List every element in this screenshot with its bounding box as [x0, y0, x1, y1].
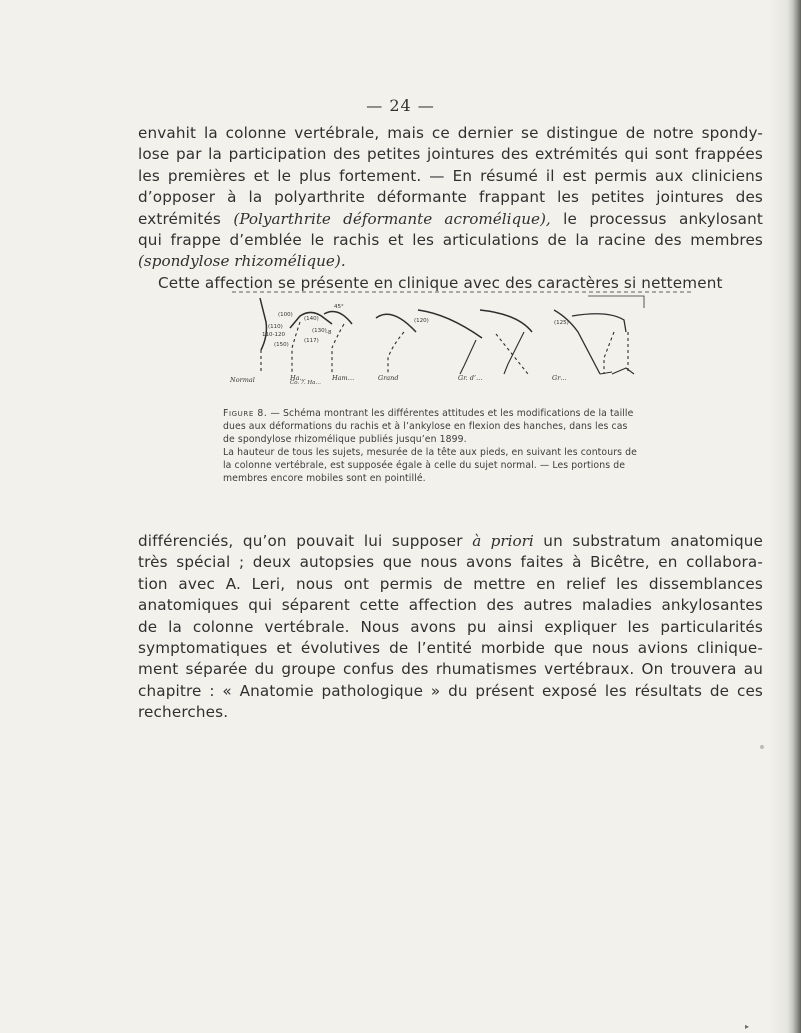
page-edge-shadow: [769, 0, 787, 1033]
paragraph-line: symptomatiques et évolutives de l’entité morbide que nous avions clinique-: [138, 639, 763, 658]
fig-label: Gr. d’…: [458, 374, 483, 382]
text-run: le processus ankylosant: [550, 209, 763, 228]
fig-annotation: 110-120: [262, 332, 285, 338]
caption-line: dues aux déformations du rachis et à l’ankylose en flexion des hanches, dans les cas: [223, 421, 628, 433]
fig-label: Ha…: [290, 374, 307, 382]
caption-line: membres encore mobiles sont en pointillé.: [223, 473, 426, 485]
paragraph-line: de la colonne vertébrale. Nous avons pu ainsi expliquer les particularités: [138, 617, 763, 636]
scan-mark: ▸: [744, 1022, 749, 1031]
fig-label-normal: Normal: [230, 376, 255, 384]
fig-annotation: 45°: [334, 304, 344, 310]
caption-line: La hauteur de tous les sujets, mesurée de la tête aux pieds, en suivant les contours de: [223, 447, 637, 459]
caption-line: la colonne vertébrale, est supposée égale à celle du sujet normal. — Les portions de: [223, 460, 626, 472]
paragraph-line: Cette affection se présente en clinique avec des caractères si nettement: [158, 273, 723, 292]
caption-line: [223, 407, 708, 420]
fig-label: Gr…: [552, 374, 567, 382]
paragraph-line: ment séparée du groupe confus des rhumatismes vertébraux. On trouvera au: [138, 660, 763, 679]
fig-annotation: (150): [274, 342, 289, 348]
fig-annotation: (140): [304, 316, 319, 322]
caption-line: de spondylose rhizomélique publiés jusqu’en 1899.: [223, 434, 467, 446]
caption-text: — Schéma montrant les différentes attitudes et les modifications de la taille: [267, 408, 634, 419]
paragraph-line: d’opposer à la polyarthrite déformante frappant les petites jointures des: [138, 188, 763, 207]
paper-speck: [760, 745, 764, 749]
figure-label: Figure 8.: [223, 408, 268, 419]
paragraph-line: [138, 251, 763, 272]
paragraph-line: très spécial ; deux autopsies que nous avons faites à Bicêtre, en collabora-: [138, 553, 763, 572]
figure-caption: [223, 407, 708, 486]
text-run: extrémités: [138, 209, 234, 228]
paragraph-line: lose par la participation des petites jointures des extrémités qui sont frappées: [138, 145, 763, 164]
fig-label: Ham…: [332, 374, 355, 382]
page-edge: [787, 0, 801, 1033]
page-number: — 24 —: [366, 96, 435, 115]
fig-annotation: (130): [312, 328, 327, 334]
text-run: différenciés, qu’on pouvait lui supposer: [138, 532, 473, 550]
paragraph-line: [138, 209, 763, 230]
fig-annotation: (110): [268, 324, 283, 330]
paragraph-line: recherches.: [138, 703, 229, 722]
fig-annotation: (120): [414, 318, 429, 324]
text-run: un substratum anatomique: [533, 532, 763, 550]
paragraph-line: anatomiques qui séparent cette affection des autres maladies ankylosantes: [138, 596, 763, 615]
italic-term: (Polyarthrite déformante acromélique),: [233, 209, 551, 228]
paragraph-line: [138, 531, 763, 552]
figure-8-schema: [228, 288, 698, 384]
fig-annotation: (100): [278, 312, 293, 318]
italic-term: à priori: [472, 532, 534, 550]
fig-label: Grand: [378, 374, 399, 382]
fig-annotation: (125): [554, 320, 569, 326]
italic-term: (spondylose rhizomélique).: [138, 252, 346, 271]
paragraph-line: envahit la colonne vertébrale, mais ce dernier se distingue de notre spondy-: [138, 124, 763, 142]
fig-sublabel: Co. ?. Ha…: [290, 380, 321, 384]
paragraph-line: tion avec A. Leri, nous ont permis de mettre en relief les dissemblances: [138, 574, 763, 593]
paragraph-1: [138, 123, 763, 294]
paragraph-2: [138, 531, 763, 724]
paragraph-line: qui frappe d’emblée le rachis et les articulations de la racine des membres: [138, 231, 763, 250]
paragraph-line: chapitre : « Anatomie pathologique » du présent exposé les résultats de ces: [138, 681, 763, 700]
paragraph-line: les premières et le plus fortement. — En résumé il est permis aux cliniciens: [138, 166, 763, 185]
fig-annotation: -8: [326, 330, 332, 336]
fig-annotation: (117): [304, 338, 319, 344]
